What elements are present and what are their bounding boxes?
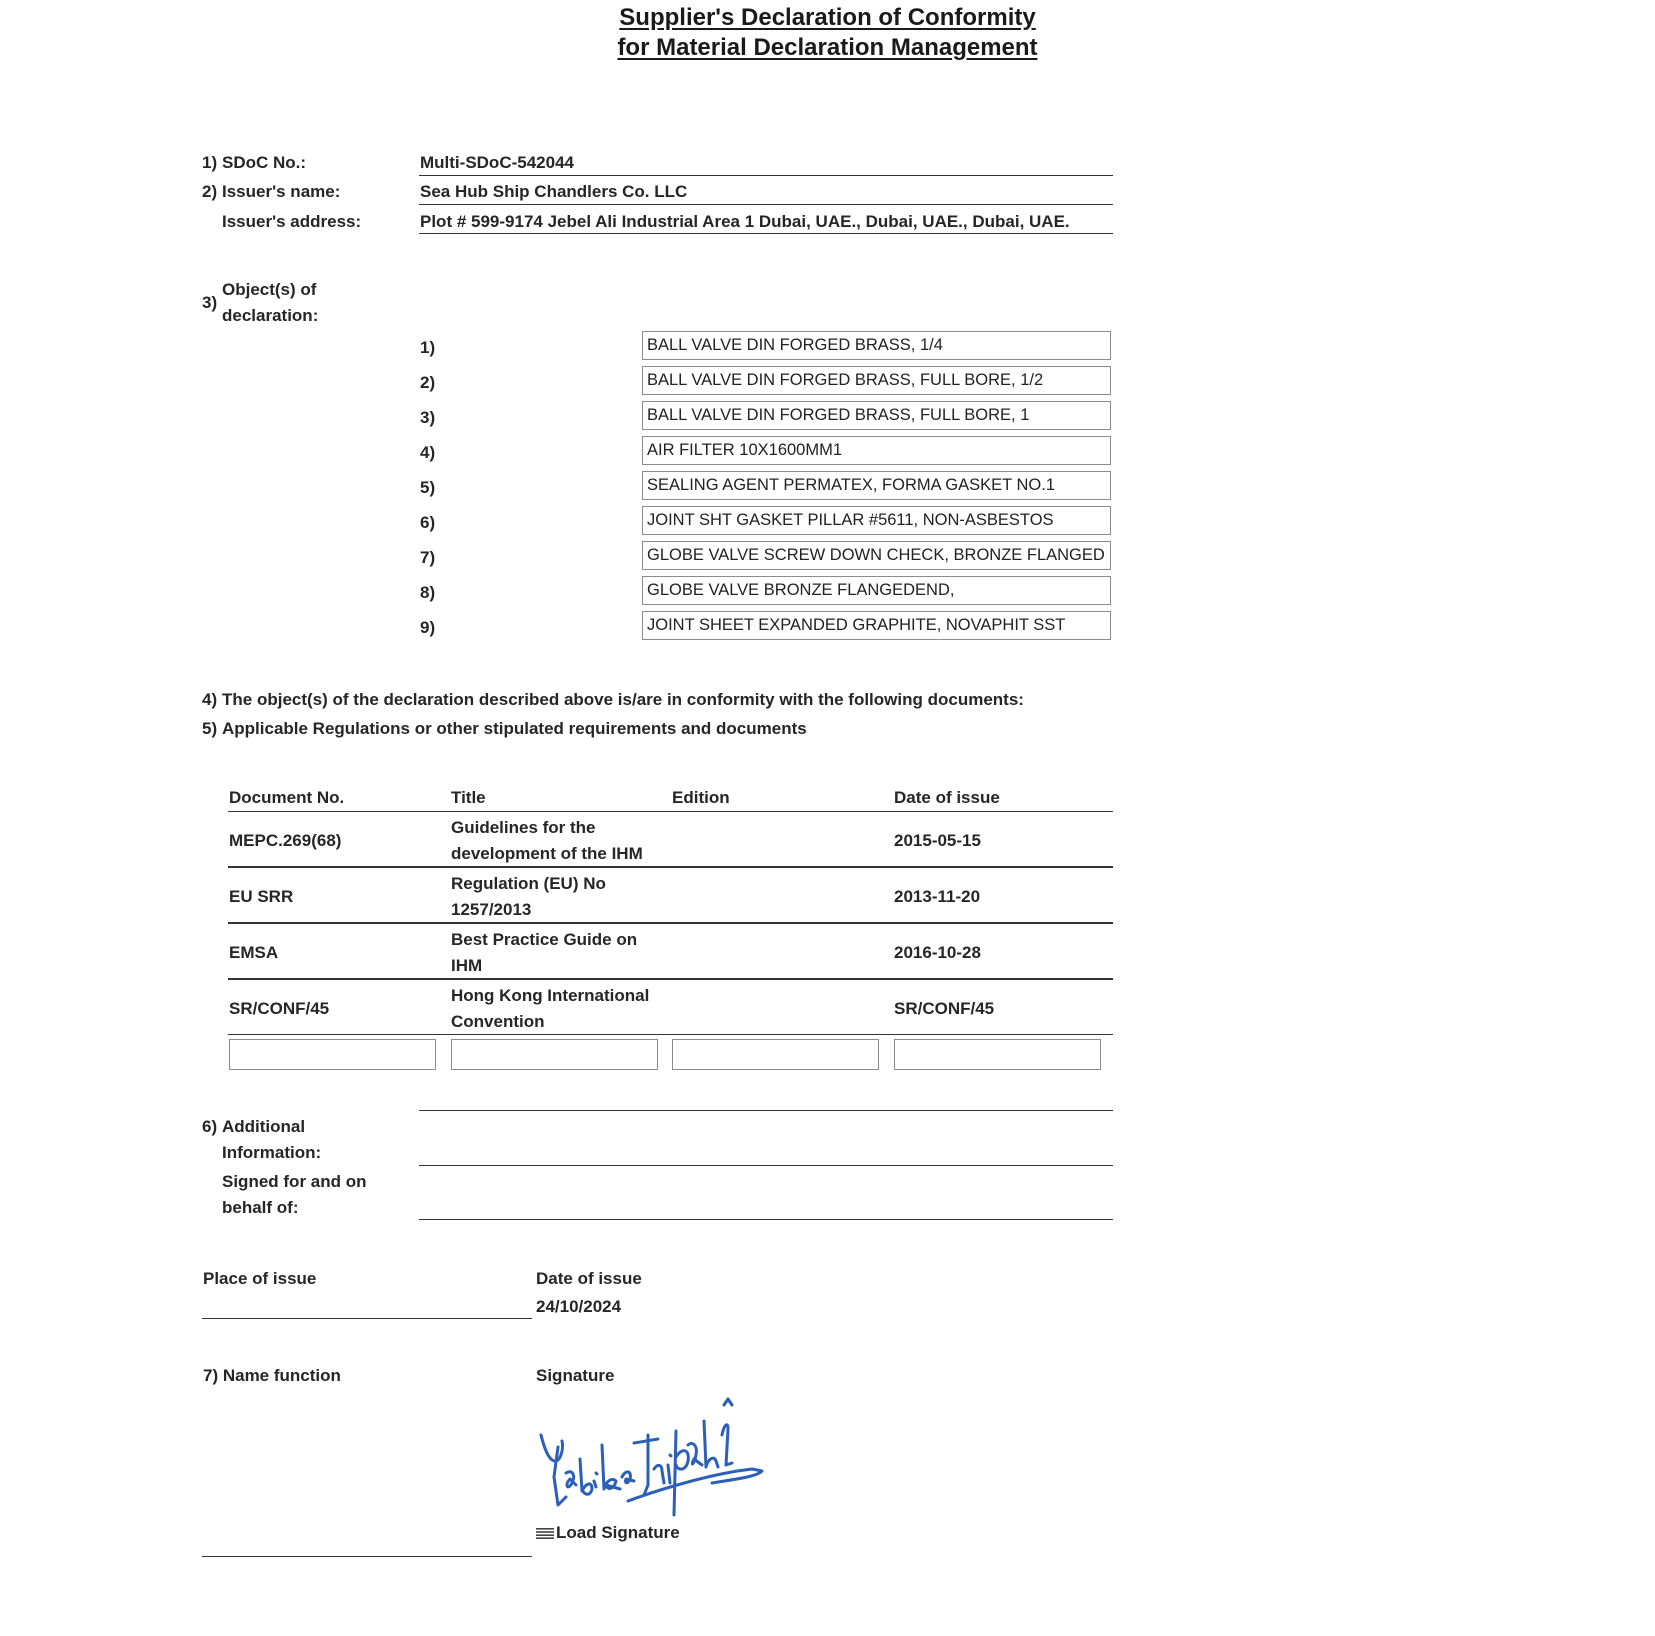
cell-title-line-1: Regulation (EU) No	[451, 874, 606, 893]
object-field[interactable]: BALL VALVE DIN FORGED BRASS, FULL BORE, 1	[642, 401, 1111, 430]
additional-info-line-1[interactable]	[419, 1110, 1113, 1111]
place-of-issue-label: Place of issue	[203, 1269, 317, 1288]
cell-date-of-issue: 2016-10-28	[894, 943, 981, 962]
object-index: 1)	[420, 338, 436, 357]
issuer-name-label: Issuer's name:	[222, 182, 341, 201]
statement-4-index: 4)	[202, 690, 218, 709]
new-document-no-input[interactable]	[229, 1039, 436, 1070]
cell-document-no: EMSA	[229, 943, 279, 962]
name-function-label: 7) Name function	[203, 1366, 341, 1385]
object-index: 2)	[420, 373, 436, 392]
cell-document-no: SR/CONF/45	[229, 999, 330, 1018]
cell-title-line-2: development of the IHM	[451, 844, 643, 863]
cell-title-line-1: Hong Kong International	[451, 986, 650, 1005]
page-title-line-2: for Material Declaration Management	[617, 34, 1038, 61]
additional-info-label-line-1: Additional	[222, 1117, 306, 1136]
object-index: 9)	[420, 618, 436, 637]
cell-date-of-issue: 2015-05-15	[894, 831, 981, 850]
issuer-address-value: Plot # 599-9174 Jebel Ali Industrial Area 1 Dubai, UAE., Dubai, UAE., Dubai, UAE.	[420, 212, 1070, 231]
statement-5-index: 5)	[202, 719, 218, 738]
cell-document-no: EU SRR	[229, 887, 294, 906]
sdoc-number-index: 1)	[202, 153, 218, 172]
row-divider	[228, 978, 1113, 980]
name-function-underline[interactable]	[202, 1556, 532, 1557]
column-header-edition: Edition	[672, 788, 730, 807]
date-of-issue-value: 24/10/2024	[536, 1297, 622, 1316]
issuer-address-underline	[419, 233, 1113, 234]
column-header-document-no: Document No.	[229, 788, 345, 807]
menu-lines-icon	[536, 1527, 554, 1539]
statement-4-text: The object(s) of the declaration described above is/are in conformity with the following documents:	[222, 690, 1024, 709]
cell-date-of-issue: 2013-11-20	[894, 887, 981, 906]
new-date-input[interactable]	[894, 1039, 1101, 1070]
place-of-issue-underline	[202, 1318, 532, 1319]
object-field[interactable]: BALL VALVE DIN FORGED BRASS, 1/4	[642, 331, 1111, 360]
load-signature-label: Load Signature	[556, 1523, 680, 1542]
row-divider	[228, 1034, 1113, 1035]
cell-title-line-1: Guidelines for the	[451, 818, 596, 837]
page-title-line-1: Supplier's Declaration of Conformity	[619, 4, 1036, 31]
additional-info-label-line-2: Information:	[222, 1143, 322, 1162]
statement-5-text: Applicable Regulations or other stipulated requirements and documents	[222, 719, 807, 738]
cell-title-line-2: IHM	[451, 956, 483, 975]
issuer-name-underline	[419, 204, 1113, 205]
object-index: 8)	[420, 583, 436, 602]
cell-date-of-issue: SR/CONF/45	[894, 999, 995, 1018]
object-index: 6)	[420, 513, 436, 532]
object-field[interactable]: JOINT SHT GASKET PILLAR #5611, NON-ASBESTOS	[642, 506, 1111, 535]
sdoc-number-value: Multi-SDoC-542044	[420, 153, 574, 172]
issuer-name-value: Sea Hub Ship Chandlers Co. LLC	[420, 182, 688, 201]
object-field[interactable]: SEALING AGENT PERMATEX, FORMA GASKET NO.1	[642, 471, 1111, 500]
object-index: 5)	[420, 478, 436, 497]
cell-document-no: MEPC.269(68)	[229, 831, 342, 850]
signed-behalf-line[interactable]	[419, 1219, 1113, 1220]
object-field[interactable]: GLOBE VALVE BRONZE FLANGEDEND,	[642, 576, 1111, 605]
signature-label: Signature	[536, 1366, 615, 1385]
cell-title-line-2: 1257/2013	[451, 900, 532, 919]
object-index: 3)	[420, 408, 436, 427]
additional-info-index: 6)	[202, 1117, 218, 1136]
column-header-title: Title	[451, 788, 486, 807]
new-edition-input[interactable]	[672, 1039, 879, 1070]
objects-index: 3)	[202, 293, 218, 312]
object-index: 4)	[420, 443, 436, 462]
objects-label-line-2: declaration:	[222, 306, 319, 325]
objects-label-line-1: Object(s) of	[222, 280, 317, 299]
signed-behalf-label-line-2: behalf of:	[222, 1198, 299, 1217]
load-signature-button[interactable]	[536, 1523, 680, 1543]
sdoc-number-underline	[419, 175, 1113, 176]
signed-behalf-label-line-1: Signed for and on	[222, 1172, 367, 1191]
signature-image	[536, 1385, 766, 1520]
table-header-divider	[228, 811, 1113, 812]
issuer-name-index: 2)	[202, 182, 218, 201]
row-divider	[228, 922, 1113, 924]
issuer-address-label: Issuer's address:	[222, 212, 362, 231]
row-divider	[228, 866, 1113, 868]
column-header-date-of-issue: Date of issue	[894, 788, 1000, 807]
date-of-issue-label: Date of issue	[536, 1269, 642, 1288]
additional-info-line-2[interactable]	[419, 1165, 1113, 1166]
object-field[interactable]: BALL VALVE DIN FORGED BRASS, FULL BORE, 1/2	[642, 366, 1111, 395]
cell-title-line-2: Convention	[451, 1012, 545, 1031]
object-field[interactable]: GLOBE VALVE SCREW DOWN CHECK, BRONZE FLANGED	[642, 541, 1111, 570]
signature-ink	[541, 1399, 762, 1515]
object-field[interactable]: AIR FILTER 10X1600MM1	[642, 436, 1111, 465]
sdoc-number-label: SDoC No.:	[222, 153, 307, 172]
object-index: 7)	[420, 548, 436, 567]
object-field[interactable]: JOINT SHEET EXPANDED GRAPHITE, NOVAPHIT SST	[642, 611, 1111, 640]
new-title-input[interactable]	[451, 1039, 658, 1070]
cell-title-line-1: Best Practice Guide on	[451, 930, 638, 949]
